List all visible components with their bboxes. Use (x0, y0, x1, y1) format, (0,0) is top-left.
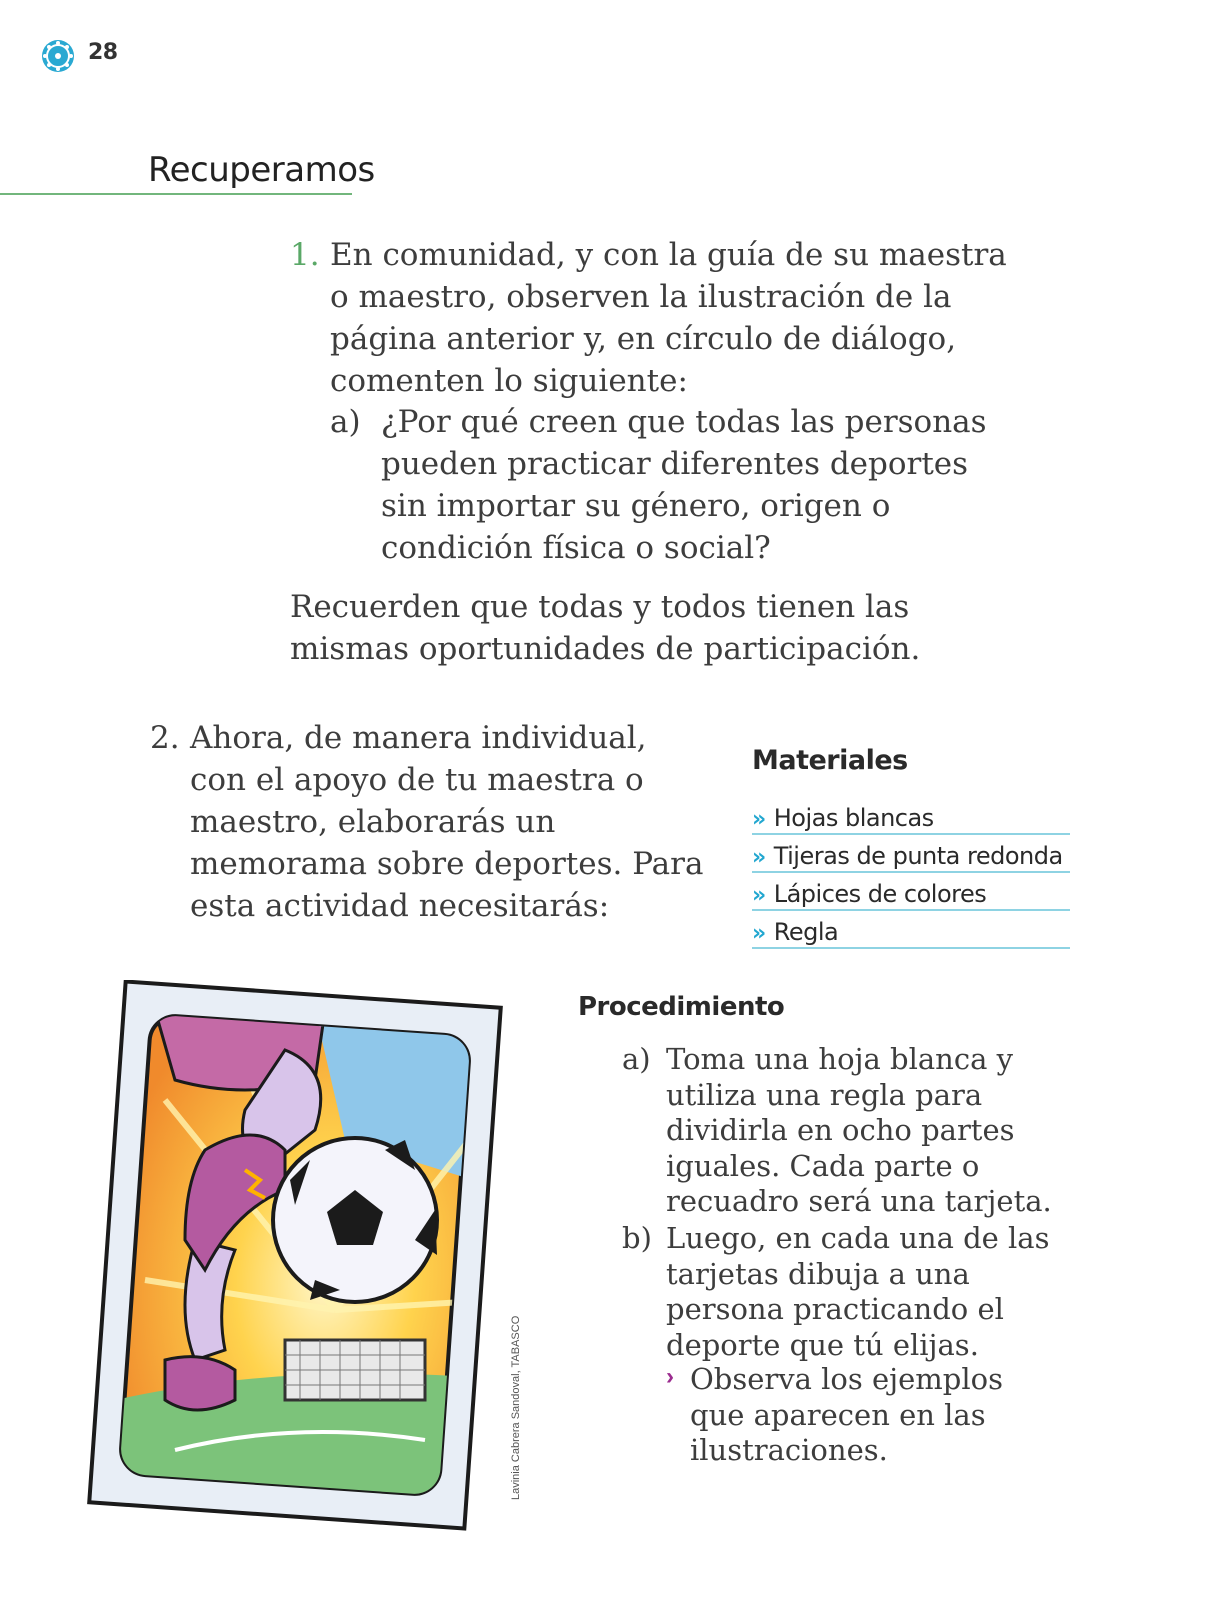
page-emblem-icon (40, 38, 76, 74)
question-1a-letter: a) (330, 404, 361, 440)
illustration-credit: Lavinia Cabrera Sandoval, TABASCO (510, 1315, 522, 1500)
procedure-step-a-text: Toma una hoja blanca y utiliza una regla para dividirla en ocho partes iguales. Cada parte o recuadro será una tarjeta. (666, 1042, 1052, 1218)
procedure-step-b-letter: b) (622, 1221, 652, 1255)
section-title-underline (0, 193, 352, 195)
chevron-right-icon: » (752, 807, 766, 832)
materials-title: Materiales (752, 745, 908, 776)
question-1-text: En comunidad, y con la guía de su maestra o maestro, observen la ilustración de la página anterior y, en círculo de diálogo, comenten lo siguiente: (330, 237, 1007, 399)
page-number: 28 (88, 40, 118, 65)
materials-item: » Tijeras de punta redonda (752, 836, 1070, 873)
chevron-right-icon: » (752, 921, 766, 946)
procedure-title: Procedimiento (578, 992, 785, 1022)
question-1-number: 1. (290, 237, 320, 273)
chevron-right-icon: » (752, 883, 766, 908)
materials-item: » Regla (752, 912, 1070, 949)
section-title: Recuperamos (148, 150, 375, 190)
bullet-chevron-icon: › (666, 1363, 674, 1390)
question-1a-text: ¿Por qué creen que todas las personas pueden practicar diferentes deportes sin importar su género, origen o condición física o social? (381, 404, 987, 566)
chevron-right-icon: » (752, 845, 766, 870)
question-2-number: 2. (150, 720, 180, 756)
procedure-step-a-letter: a) (622, 1042, 651, 1076)
materials-list (752, 798, 1070, 950)
procedure-step-b-text: Luego, en cada una de las tarjetas dibuja a una persona practicando el deporte que tú elijas. (666, 1221, 1050, 1362)
question-2-text: Ahora, de manera individual, con el apoyo de tu maestra o maestro, elaborarás un memorama sobre deportes. Para esta actividad necesitarás: (190, 720, 704, 924)
reminder-text: Recuerden que todas y todos tienen las mismas oportunidades de participación. (290, 589, 921, 667)
soccer-card-illustration (85, 980, 505, 1540)
procedure-step-b-note: Observa los ejemplos que aparecen en las ilustraciones. (690, 1362, 1003, 1467)
materials-item: » Hojas blancas (752, 798, 1070, 835)
materials-item: » Lápices de colores (752, 874, 1070, 911)
